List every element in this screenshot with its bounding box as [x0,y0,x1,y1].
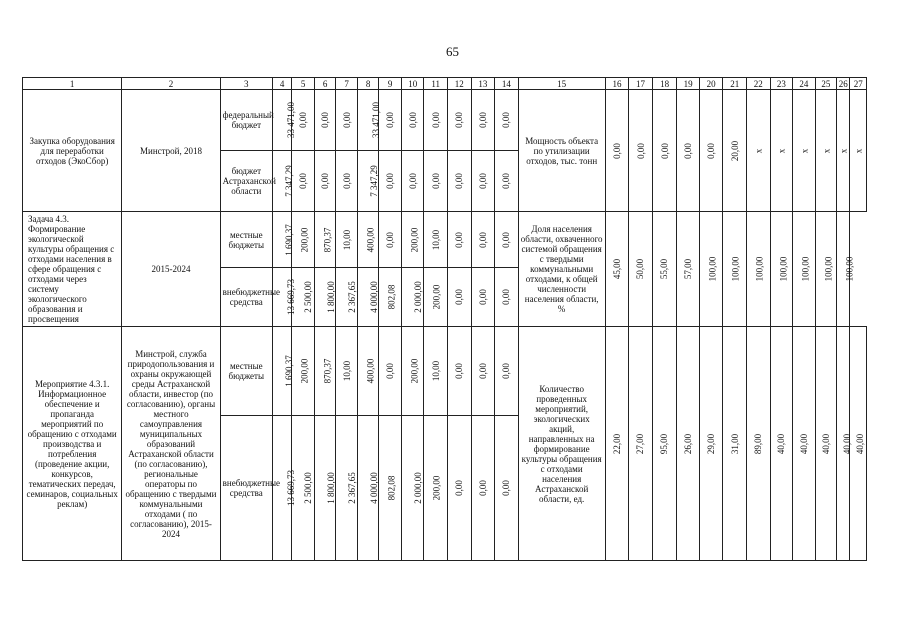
funding-source-text: бюджет Астраханской области [222,166,276,196]
funding-value-text: 33 471,00 [285,102,296,138]
funding-value-text: 0,00 [477,480,488,496]
indicator-value-text: х [776,148,787,153]
indicator-value [747,327,771,561]
indicator-value [793,327,816,561]
funding-value [336,90,358,151]
funding-value [314,151,336,212]
funding-value [448,327,472,416]
indicator-value [629,212,653,327]
column-header: 12 [448,78,472,90]
funding-value [336,416,358,561]
indicator-value-text: 40,00 [842,433,853,454]
funding-value-text: 10,00 [430,360,441,382]
funding-value [448,416,472,561]
indicator-value-text: 100,00 [800,256,811,282]
funding-value-text: 0,00 [320,112,331,128]
funding-value-text: 0,00 [477,173,488,189]
column-header: 7 [336,78,358,90]
indicator-name [518,212,605,327]
column-header: 1 [23,78,122,90]
indicator-value-text: 27,00 [635,433,646,454]
column-header: 11 [424,78,448,90]
column-header: 8 [357,78,379,90]
funding-value [314,416,336,561]
funding-value [292,151,315,212]
funding-value [471,212,495,268]
funding-value-text: 2 367,65 [347,281,358,313]
indicator-value [605,212,629,327]
indicator-value-text: 29,00 [706,433,717,454]
funding-value-text: 0,00 [454,112,465,128]
funding-value [401,90,424,151]
column-header: 2 [122,78,220,90]
funding-value [424,416,448,561]
funding-value [272,268,296,327]
funding-value-text: 0,00 [454,289,465,305]
column-header: 13 [471,78,495,90]
funding-value [424,268,448,327]
funding-value [471,327,495,416]
funding-value [424,90,448,151]
funding-value-text: 0,00 [501,363,512,379]
funding-source [220,416,281,561]
funding-source-text: внебюджетные средства [222,287,281,307]
column-header: 15 [518,78,605,90]
funding-value [357,212,379,268]
indicator-value-text: 26,00 [683,433,694,454]
funding-value-text: 802,08 [386,284,397,310]
funding-value [471,90,495,151]
column-header: 9 [379,78,402,90]
funding-value-text: 200,00 [299,358,310,384]
indicator-value [850,90,867,212]
activity-name-text: Задача 4.3. Формирование экологической культуры обращения с отходами населения в сфере обращения с отходами через систему экологического образования и просвещения [28,214,115,324]
executor [122,212,220,327]
funding-value [448,90,472,151]
indicator-value [723,90,747,212]
indicator-value [747,90,771,212]
funding-value [379,268,402,327]
indicator-value-text: 50,00 [635,258,646,280]
funding-value [272,416,296,561]
funding-value-text: 10,00 [430,229,441,250]
indicator-value-text: 100,00 [754,256,765,282]
funding-value-text: 0,00 [477,231,488,248]
funding-value [336,327,358,416]
indicator-value-text: 57,00 [683,258,694,280]
funding-value [357,416,379,561]
funding-value [357,90,379,151]
indicator-value [605,90,629,212]
indicator-value [629,327,653,561]
funding-source-text: федеральный бюджет [222,110,274,130]
funding-value-text: 2 000,00 [412,472,423,504]
funding-value-text: 0,00 [407,173,418,189]
funding-value-text: 7 347,29 [283,165,294,197]
funding-value [336,212,358,268]
indicator-value-text: 0,00 [659,142,670,159]
indicator-value-text: х [820,148,831,153]
indicator-value [747,212,771,327]
indicator-value-text: х [853,148,864,153]
indicator-value [699,90,723,212]
indicator-value [815,327,837,561]
funding-value [495,212,519,268]
activity-name-text: Закупка оборудования для переработки отходов (ЭкоСбор) [29,135,115,166]
funding-value-text: 870,37 [322,358,333,384]
funding-source-text: внебюджетные средства [222,478,281,498]
indicator-value-text: 100,00 [844,256,855,282]
funding-value-text: 0,00 [320,173,331,189]
activity-name [23,327,122,561]
funding-value [448,151,472,212]
column-header: 3 [220,78,272,90]
funding-value [379,151,402,212]
funding-value-text: 200,00 [409,227,420,252]
column-header: 5 [292,78,315,90]
column-header: 16 [605,78,629,90]
indicator-value-text: 40,00 [776,433,787,454]
indicator-value-text: 22,00 [611,433,622,454]
funding-value [357,268,379,327]
table-row [23,327,867,416]
indicator-value [770,212,793,327]
column-header: 4 [272,78,291,90]
indicator-value-text: х [838,148,849,153]
funding-source [220,90,272,151]
funding-value-text: 1 800,00 [325,472,336,504]
indicator-value-text: х [798,148,809,153]
funding-value [471,268,495,327]
column-header: 14 [495,78,519,90]
funding-value-text: 802,08 [386,475,397,501]
funding-value [401,212,424,268]
funding-value [272,327,294,416]
funding-value [292,212,315,268]
indicator-value-text: 100,00 [777,256,788,282]
funding-value [357,151,379,212]
column-header: 19 [677,78,700,90]
header-row [23,78,867,90]
funding-value-text: 0,00 [341,173,352,189]
funding-value [448,268,472,327]
indicator-value [629,90,653,212]
indicator-value [815,90,837,212]
funding-value-text: 200,00 [431,284,442,310]
funding-value-text: 13 669,73 [285,470,296,506]
indicator-value-text: 0,00 [611,142,622,159]
funding-value-text: 0,00 [385,112,396,128]
funding-value-text: 0,00 [341,112,352,128]
indicator-value [815,212,837,327]
executor-text: Минстрой, 2018 [140,145,202,156]
funding-value [424,327,448,416]
indicator-value-text: 89,00 [753,433,764,454]
funding-value [336,268,358,327]
funding-value-text: 10,00 [341,360,352,382]
indicator-value-text: 40,00 [855,433,866,454]
funding-value [336,151,358,212]
executor-text: 2015-2024 [151,264,191,274]
indicator-value-text: 55,00 [659,258,670,280]
indicator-value-text: 40,00 [798,433,809,454]
funding-value-text: 33 471,00 [370,102,381,138]
funding-value-text: 0,00 [385,363,396,379]
funding-value [314,327,336,416]
funding-value-text: 0,00 [501,231,512,248]
funding-value-text: 0,00 [501,173,512,189]
funding-value [314,268,336,327]
indicator-value [677,90,700,212]
indicator-value [837,90,850,212]
funding-source [220,212,272,268]
table-row [23,212,867,268]
column-header: 25 [815,78,837,90]
funding-value-text: 0,00 [407,112,418,128]
indicator-name-text: Количество проведенных мероприятий, экологических акций, направленных на формирование культуры обращения с отходами населения Астраханской области, ед. [521,383,602,504]
indicator-value [793,212,816,327]
funding-value-text: 0,00 [454,231,465,248]
funding-value-text: 4 000,00 [368,281,379,313]
funding-value [314,212,336,268]
funding-value-text: 2 367,65 [347,472,358,504]
column-header: 24 [793,78,816,90]
executor [122,90,220,212]
indicator-value-text: х [753,148,764,153]
indicator-value [652,212,677,327]
column-header: 10 [401,78,424,90]
executor [122,327,220,561]
funding-value-text: 870,37 [322,227,333,252]
indicator-value [850,327,867,561]
funding-source [220,151,276,212]
funding-value [357,327,379,416]
indicator-value [770,327,793,561]
funding-value-text: 200,00 [299,227,310,252]
funding-value-text: 0,00 [298,112,309,128]
indicator-value-text: 95,00 [659,433,670,454]
funding-value [401,268,424,327]
indicator-value-text: 20,00 [729,140,740,161]
indicator-value [837,212,855,327]
column-header: 18 [652,78,677,90]
indicator-name [518,90,605,212]
funding-value-text: 0,00 [454,363,465,379]
indicator-value [793,90,816,212]
funding-value [379,90,402,151]
funding-value [495,90,519,151]
funding-value-text: 200,00 [409,358,420,384]
funding-value [448,212,472,268]
funding-source-text: местные бюджеты [228,361,265,381]
funding-value [424,151,448,212]
indicator-value-text: 40,00 [820,433,831,454]
activity-name [23,90,122,212]
funding-value-text: 0,00 [298,173,309,189]
funding-value-text: 0,00 [501,112,512,128]
column-header: 26 [837,78,850,90]
funding-source-text: местные бюджеты [228,229,265,250]
funding-value-text: 400,00 [365,227,376,252]
indicator-name-text: Мощность объекта по утилизации отходов, тыс. тонн [525,135,599,166]
budget-table [22,77,867,561]
funding-value [495,151,519,212]
funding-value [379,416,402,561]
column-header: 17 [629,78,653,90]
funding-value [401,327,424,416]
indicator-value [652,90,677,212]
indicator-value-text: 100,00 [707,256,718,282]
funding-value-text: 0,00 [501,289,512,305]
funding-value-text: 10,00 [341,229,352,250]
funding-value-text: 0,00 [477,363,488,379]
funding-value-text: 0,00 [430,173,441,189]
activity-name-text: Мероприятие 4.3.1. Информационное обеспечение и пропаганда мероприятий по обращению с отходами производства и потребления (проведение акции, конкурсов, тематических передач, семинаров, социальных реклам) [26,378,118,509]
column-header: 20 [699,78,723,90]
funding-value [272,151,294,212]
funding-value [495,327,519,416]
funding-value [401,151,424,212]
funding-value-text: 2 000,00 [412,281,423,313]
funding-value-text: 2 500,00 [303,281,314,313]
indicator-value [837,327,853,561]
funding-value [379,327,402,416]
funding-value-text: 0,00 [385,231,396,248]
indicator-value [677,327,700,561]
funding-value-text: 0,00 [385,173,396,189]
funding-value [272,90,296,151]
indicator-value-text: 100,00 [822,256,833,282]
funding-source [220,327,272,416]
funding-value-text: 2 500,00 [303,472,314,504]
indicator-value-text: 0,00 [683,142,694,159]
indicator-value [723,212,747,327]
funding-value [272,212,294,268]
indicator-value-text: 0,00 [706,142,717,159]
column-header: 22 [747,78,771,90]
funding-value [401,416,424,561]
funding-value [379,212,402,268]
column-header: 23 [770,78,793,90]
funding-value-text: 0,00 [454,480,465,496]
funding-value [292,327,315,416]
funding-value-text: 13 669,73 [285,279,296,315]
funding-value-text: 4 000,00 [368,472,379,504]
funding-value [495,268,519,327]
funding-value-text: 200,00 [431,475,442,501]
funding-value-text: 1 690,37 [283,355,294,387]
indicator-value [699,327,723,561]
table-row [23,90,867,151]
funding-value [495,416,519,561]
indicator-value [605,327,629,561]
column-header: 27 [850,78,867,90]
indicator-value [652,327,677,561]
funding-value-text: 0,00 [477,289,488,305]
indicator-value [723,327,747,561]
funding-value [471,416,495,561]
funding-value-text: 1 800,00 [325,281,336,313]
funding-value-text: 0,00 [430,112,441,128]
indicator-name-text: Доля населения области, охваченного системой обращения с твердыми коммунальными отходами, к общей численности населения области, % [520,224,603,314]
funding-value [471,151,495,212]
indicator-value-text: 45,00 [611,258,622,280]
funding-value-text: 0,00 [477,112,488,128]
column-header: 21 [723,78,747,90]
indicator-value [770,90,793,212]
funding-source [220,268,281,327]
funding-value-text: 0,00 [501,480,512,496]
activity-name [23,212,122,327]
funding-value-text: 400,00 [365,358,376,384]
funding-value-text: 1 690,37 [283,223,294,256]
executor-text: Минстрой, служба природопользования и охраны окружающей среды Астраханской области, инвестор (по согласованию), органы местного самоуправления муниципальных образований Астраханской области (по согласованию), региональные операторы по обращению с твердыми коммунальными отходами ( по согласованию), 2015-2024 [125,348,217,539]
funding-value-text: 7 347,29 [368,165,379,197]
indicator-value-text: 100,00 [730,256,741,282]
indicator-value [699,212,723,327]
indicator-value [677,212,700,327]
funding-value [314,90,336,151]
indicator-value-text: 31,00 [729,433,740,454]
funding-value-text: 0,00 [454,173,465,189]
funding-value [424,212,448,268]
indicator-name [518,327,605,561]
indicator-value-text: 0,00 [635,142,646,159]
page-number: 65 [446,44,459,59]
column-header: 6 [314,78,336,90]
